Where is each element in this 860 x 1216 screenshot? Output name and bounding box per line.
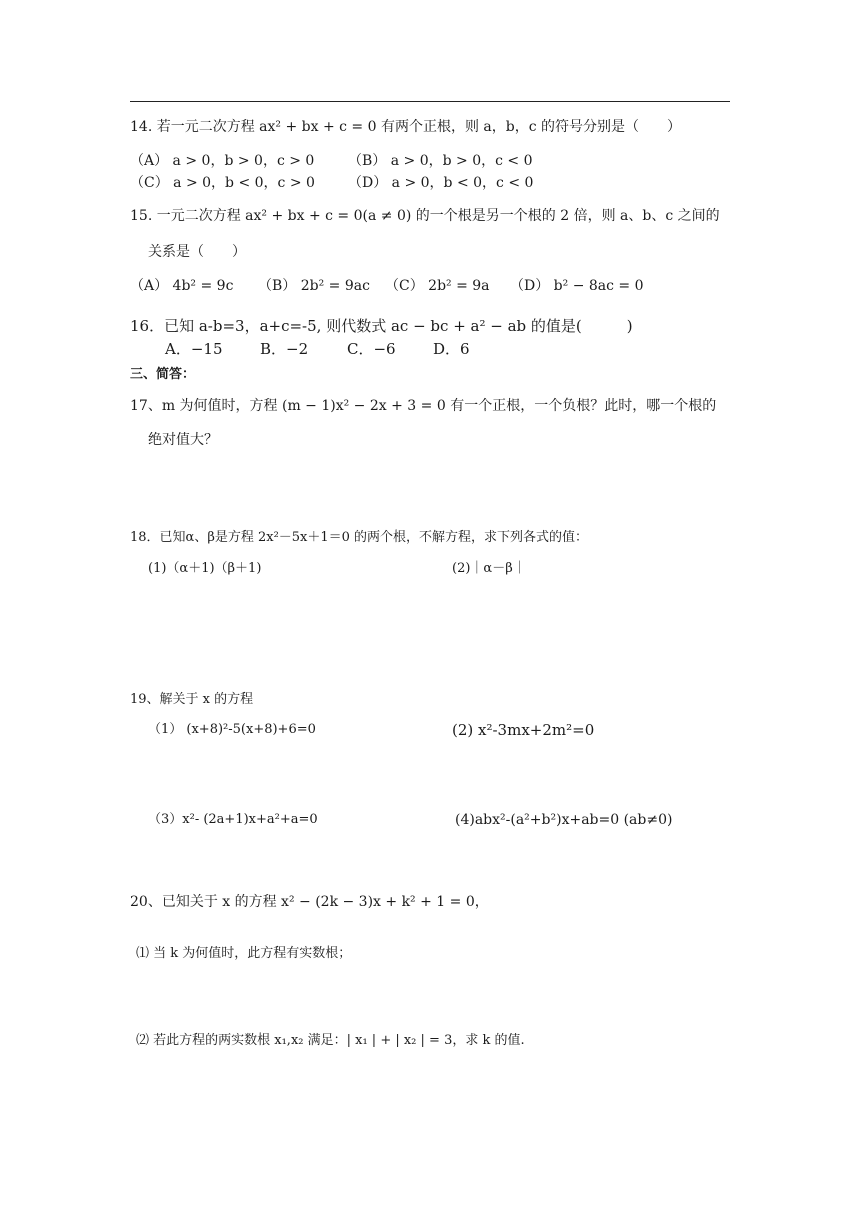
question-19-stem: 19、解关于 x 的方程 bbox=[130, 692, 254, 707]
question-18-part-2: (2)｜α－β｜ bbox=[452, 561, 526, 576]
question-20-part-2: ⑵ 若此方程的两实数根 x₁,x₂ 满足：| x₁ | + | x₂ | = 3，求 k 的值. bbox=[136, 1033, 525, 1048]
section-3-title: 三、简答： bbox=[130, 367, 196, 382]
question-17-line1: 17、m 为何值时，方程 (m − 1)x² − 2x + 3 = 0 有一个正根，一个负根？此时，哪一个根的 bbox=[130, 398, 717, 414]
question-14-option-b: （B） a > 0，b > 0，c < 0 bbox=[348, 153, 533, 169]
question-15-option-c: （C） 2b² = 9a bbox=[385, 278, 490, 294]
question-15-option-d: （D） b² − 8ac = 0 bbox=[510, 278, 644, 294]
question-14-stem: 14. 若一元二次方程 ax² + bx + c = 0 有两个正根，则 a，b，c 的符号分别是（ ） bbox=[130, 119, 682, 135]
question-16-option-a: A．−15 bbox=[165, 340, 223, 358]
question-15-stem-line2: 关系是（ ） bbox=[148, 244, 246, 260]
question-14-option-a: （A） a > 0，b > 0，c > 0 bbox=[130, 153, 315, 169]
question-19-part-4: (4)abx²-(a²+b²)x+ab=0 (ab≠0) bbox=[455, 812, 673, 828]
question-18-part-1: (1)（α＋1)（β＋1) bbox=[148, 561, 262, 576]
question-20-stem: 20、已知关于 x 的方程 x² − (2k − 3)x + k² + 1 = 0， bbox=[130, 894, 489, 910]
question-16-option-c: C．−6 bbox=[347, 340, 396, 358]
question-16-option-d: D．6 bbox=[433, 340, 470, 358]
question-20-part-1: ⑴ 当 k 为何值时，此方程有实数根； bbox=[136, 946, 352, 961]
question-16-stem: 16．已知 a-b=3，a+c=-5, 则代数式 ac − bc + a² − ab 的值是( ) bbox=[130, 317, 633, 335]
question-17-line2: 绝对值大？ bbox=[148, 432, 218, 448]
question-16-option-b: B．−2 bbox=[260, 340, 309, 358]
header-rule bbox=[130, 101, 730, 102]
question-14-option-d: （D） a > 0，b < 0，c < 0 bbox=[348, 175, 534, 191]
question-15-option-a: （A） 4b² = 9c bbox=[130, 278, 234, 294]
question-19-part-1: （1） (x+8)²-5(x+8)+6=0 bbox=[148, 722, 316, 737]
question-19-part-2: (2) x²-3mx+2m²=0 bbox=[452, 721, 595, 739]
question-14-option-c: （C） a > 0，b < 0，c > 0 bbox=[130, 175, 315, 191]
question-15-stem-line1: 15. 一元二次方程 ax² + bx + c = 0(a ≠ 0) 的一个根是另一个根的 2 倍，则 a、b、c 之间的 bbox=[130, 208, 720, 224]
question-18-stem: 18．已知α、β是方程 2x²－5x＋1＝0 的两个根，不解方程，求下列各式的值： bbox=[130, 530, 589, 545]
question-15-option-b: （B） 2b² = 9ac bbox=[258, 278, 370, 294]
question-19-part-3: （3）x²- (2a+1)x+a²+a=0 bbox=[148, 812, 318, 827]
